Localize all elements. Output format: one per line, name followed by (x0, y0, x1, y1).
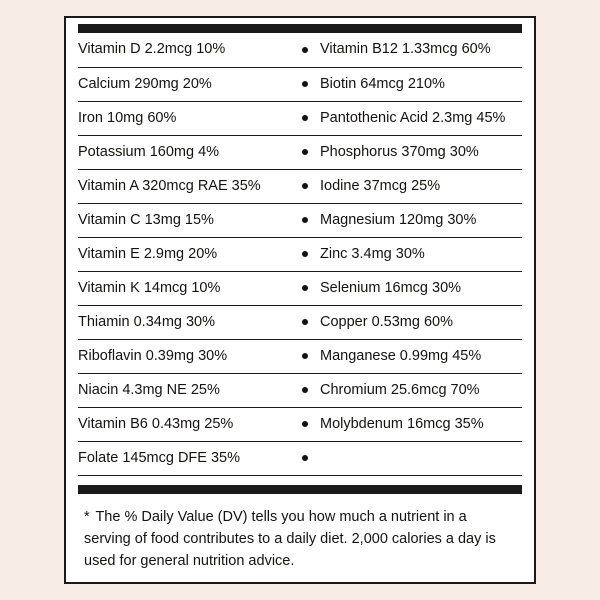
nutrient-right: Manganese 0.99mg 45% (320, 339, 522, 373)
bullet-icon (290, 407, 320, 441)
bullet-dot-icon (302, 217, 308, 223)
bullet-dot-icon (302, 421, 308, 427)
bullet-dot-icon (302, 183, 308, 189)
nutrient-left: Vitamin D 2.2mcg 10% (78, 33, 290, 67)
nutrient-right: Iodine 37mcg 25% (320, 169, 522, 203)
table-row (78, 101, 522, 135)
nutrient-left: Potassium 160mg 4% (78, 135, 290, 169)
table-row (78, 441, 522, 475)
nutrient-right: Copper 0.53mg 60% (320, 305, 522, 339)
nutrient-left: Thiamin 0.34mg 30% (78, 305, 290, 339)
table-row (78, 237, 522, 271)
nutrient-left: Iron 10mg 60% (78, 101, 290, 135)
table-row (78, 135, 522, 169)
bullet-icon (290, 271, 320, 305)
table-row (78, 305, 522, 339)
nutrient-right (320, 441, 522, 475)
footnote-text: The % Daily Value (DV) tells you how much a nutrient in a serving of food contributes to a daily diet. 2,000 calories a day is used for general nutrition advice. (84, 508, 496, 570)
nutrient-left: Calcium 290mg 20% (78, 67, 290, 101)
table-row (78, 33, 522, 67)
bottom-divider-bar (78, 485, 522, 494)
bullet-icon (290, 441, 320, 475)
table-row (78, 373, 522, 407)
bullet-icon (290, 33, 320, 67)
bullet-dot-icon (302, 353, 308, 359)
nutrient-table-body (78, 33, 522, 475)
bullet-dot-icon (302, 47, 308, 53)
nutrient-left: Riboflavin 0.39mg 30% (78, 339, 290, 373)
nutrient-left: Vitamin A 320mcg RAE 35% (78, 169, 290, 203)
table-row (78, 169, 522, 203)
table-row (78, 271, 522, 305)
bullet-icon (290, 203, 320, 237)
bullet-icon (290, 339, 320, 373)
nutrient-right: Biotin 64mcg 210% (320, 67, 522, 101)
bullet-icon (290, 169, 320, 203)
nutrient-right: Vitamin B12 1.33mcg 60% (320, 33, 522, 67)
nutrient-right: Phosphorus 370mg 30% (320, 135, 522, 169)
bullet-icon (290, 101, 320, 135)
bullet-icon (290, 373, 320, 407)
bullet-icon (290, 135, 320, 169)
table-row (78, 67, 522, 101)
top-divider-bar (78, 24, 522, 33)
nutrient-table (78, 33, 522, 476)
nutrient-right: Pantothenic Acid 2.3mg 45% (320, 101, 522, 135)
bullet-dot-icon (302, 319, 308, 325)
bullet-icon (290, 67, 320, 101)
nutrient-right: Selenium 16mcg 30% (320, 271, 522, 305)
bullet-dot-icon (302, 81, 308, 87)
nutrient-right: Zinc 3.4mg 30% (320, 237, 522, 271)
table-row (78, 203, 522, 237)
bullet-icon (290, 237, 320, 271)
nutrition-facts-panel (64, 16, 536, 584)
bullet-dot-icon (302, 285, 308, 291)
bullet-dot-icon (302, 455, 308, 461)
bullet-dot-icon (302, 115, 308, 121)
bullet-dot-icon (302, 149, 308, 155)
bullet-icon (290, 305, 320, 339)
nutrient-right: Molybdenum 16mcg 35% (320, 407, 522, 441)
nutrient-left: Niacin 4.3mg NE 25% (78, 373, 290, 407)
bullet-dot-icon (302, 251, 308, 257)
daily-value-footnote (84, 506, 516, 573)
nutrient-left: Vitamin C 13mg 15% (78, 203, 290, 237)
nutrient-right: Magnesium 120mg 30% (320, 203, 522, 237)
nutrient-left: Vitamin B6 0.43mg 25% (78, 407, 290, 441)
nutrient-left: Vitamin E 2.9mg 20% (78, 237, 290, 271)
bullet-dot-icon (302, 387, 308, 393)
table-row (78, 339, 522, 373)
table-row (78, 407, 522, 441)
nutrient-right: Chromium 25.6mcg 70% (320, 373, 522, 407)
nutrient-left: Folate 145mcg DFE 35% (78, 441, 290, 475)
nutrient-left: Vitamin K 14mcg 10% (78, 271, 290, 305)
footnote-asterisk: * (84, 508, 90, 525)
